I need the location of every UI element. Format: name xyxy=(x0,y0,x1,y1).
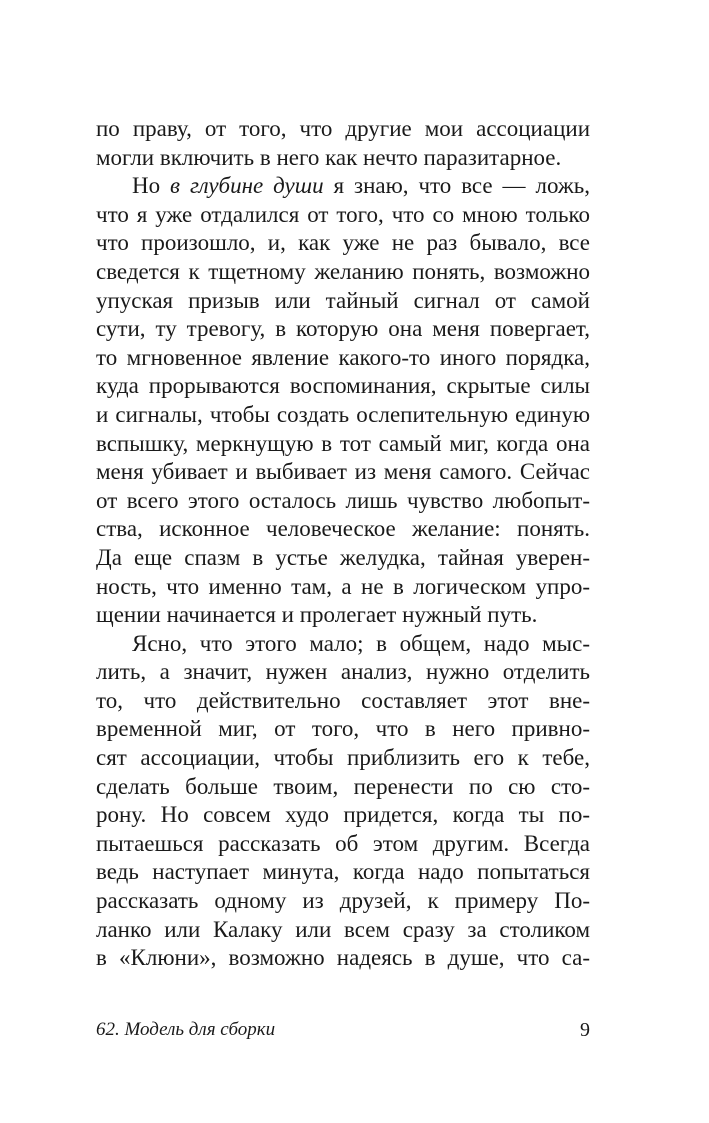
page-number: 9 xyxy=(580,1019,590,1041)
text-line: ность, что именно там, а не в логическом упро- xyxy=(96,573,590,599)
text-line xyxy=(96,172,590,201)
text-line: то, что действительно составляет этот вне- xyxy=(96,687,590,713)
text-line: вспышку, меркнущую в тот самый миг, когда она xyxy=(96,430,590,456)
text-line: сят ассоциации, чтобы приблизить его к тебе, xyxy=(96,745,590,771)
text-line: пытаешься рассказать об этом другим. Всегда xyxy=(96,830,590,856)
text-line: могли включить в него как нечто паразитарное. xyxy=(96,144,562,170)
text-line: от всего этого осталось лишь чувство любопыт- xyxy=(96,487,590,513)
italic-phrase: в глубине души xyxy=(170,173,324,199)
text-line: ства, исконное человеческое желание: понять. xyxy=(96,516,590,542)
text-line: и сигналы, чтобы создать ослепительную единую xyxy=(96,401,590,427)
text-line: что я уже отдалился от того, что со мною только xyxy=(96,201,590,227)
text-line: в «Клюни», возможно надеясь в душе, что са- xyxy=(96,945,590,971)
text-line: ланко или Калаку или всем сразу за столиком xyxy=(96,916,590,942)
text-line: лить, а значит, нужен анализ, нужно отделить xyxy=(96,659,590,685)
text-fragment: я знаю, что все — ложь, xyxy=(323,173,590,199)
text-line: временной миг, от того, что в него привно- xyxy=(96,716,590,742)
text-fragment: Но xyxy=(132,173,171,199)
text-line: ведь наступает минута, когда надо попытаться xyxy=(96,859,590,885)
text-line: упуская призыв или тайный сигнал от самой xyxy=(96,287,590,313)
text-line: что произошло, и, как уже не раз бывало, все xyxy=(96,230,590,256)
text-line: по праву, от того, что другие мои ассоциации xyxy=(96,116,590,141)
text-line: меня убивает и выбивает из меня самого. Сейчас xyxy=(96,459,590,485)
text-line: сделать больше твоим, перенести по сю сто- xyxy=(96,773,590,799)
page-footer xyxy=(96,1016,590,1044)
text-line: Ясно, что этого мало; в общем, надо мыс- xyxy=(132,630,590,656)
text-line: рассказать одному из друзей, к примеру По- xyxy=(96,888,590,914)
text-line: Да еще спазм в устье желудка, тайная уверен- xyxy=(96,544,590,570)
running-title: 62. Модель для сборки xyxy=(96,1019,276,1040)
text-line: то мгновенное явление какого-то иного порядка, xyxy=(96,344,590,370)
body-text xyxy=(96,115,590,973)
text-line: рону. Но совсем худо придется, когда ты по- xyxy=(96,802,590,828)
text-line: сведется к тщетному желанию понять, возможно xyxy=(96,258,590,284)
text-line: куда прорываются воспоминания, скрытые силы xyxy=(96,373,590,399)
text-line: щении начинается и пролегает нужный путь. xyxy=(96,602,538,628)
text-line: сути, ту тревогу, в которую она меня повергает, xyxy=(96,316,590,342)
